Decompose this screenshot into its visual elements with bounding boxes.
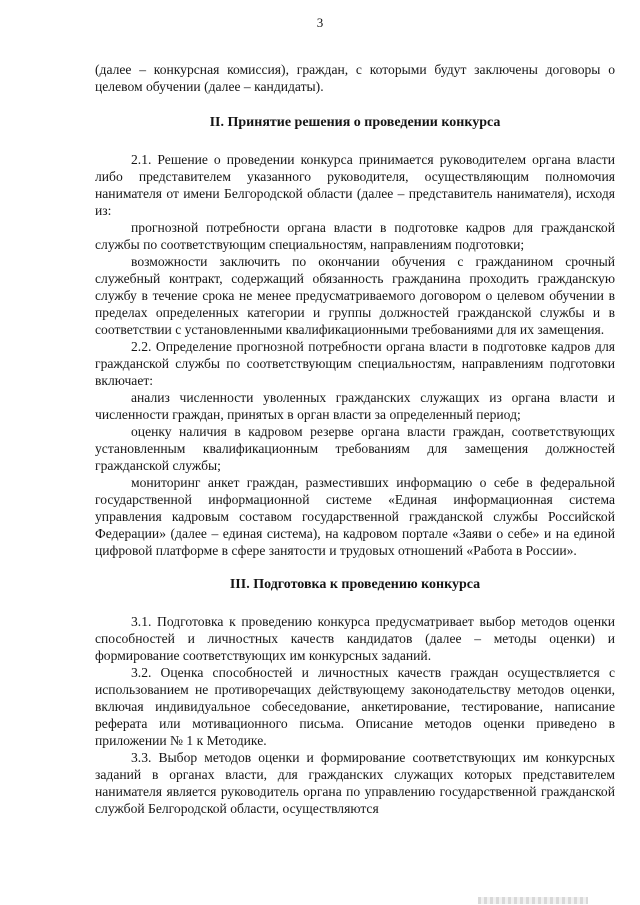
paragraph-2-2: 2.2. Определение прогнозной потребности органа власти в подготовке кадров для гражданской службы по соответствующим специальностям, направлениям подготовки включает: <box>95 339 615 388</box>
paragraph-3-3: 3.3. Выбор методов оценки и формирование соответствующих им конкурсных заданий в органах власти, для гражданских служащих которых представителем нанимателя является руководитель органа по управлению государственной гражданской службой Белгородской области, осуществляются <box>95 750 615 816</box>
document-body <box>95 61 615 817</box>
section-3-heading: III. Подготовка к проведению конкурса <box>229 577 481 592</box>
paragraph-2-2-item-1: анализ численности уволенных гражданских служащих из органа власти и численности граждан, принятых в орган власти за определенный период; <box>95 390 615 422</box>
scan-edge-mark <box>478 897 588 904</box>
intro-paragraph: (далее – конкурсная комиссия), граждан, с которыми будут заключены договоры о целевом обучении (далее – кандидаты). <box>95 62 615 94</box>
page-number: 3 <box>316 15 324 30</box>
paragraph-2-2-item-2: оценку наличия в кадровом резерве органа власти граждан, соответствующих установленным квалификационным требованиям для замещения должностей гражданской службы; <box>95 424 615 473</box>
paragraph-2-1-item-1: прогнозной потребности органа власти в подготовке кадров для гражданской службы по соответствующим специальностям, направлениям подготовки; <box>95 220 615 252</box>
paragraph-2-1-item-2: возможности заключить по окончании обучения с гражданином срочный служебный контракт, содержащий обязанность гражданина проходить гражданскую службу в течение срока не менее предусматриваемого договором о целевом обучении в пределах определенных категории и группы должностей гражданской службы и в соответствии с установленными квалификационными требованиями для их замещения. <box>95 254 615 337</box>
paragraph-2-2-item-3: мониторинг анкет граждан, разместивших информацию о себе в федеральной государственной информационной системе «Единая информационная система управления кадровым составом государственной гражданской службы Российской Федерации» (далее – единая система), на кадровом портале «Заяви о себе» и на единой цифровой платформе в сфере занятости и трудовых отношений «Работа в России». <box>95 475 615 558</box>
paragraph-2-1: 2.1. Решение о проведении конкурса принимается руководителем органа власти либо представителем указанного руководителя, осуществляющим полномочия нанимателя от имени Белгородской области (далее – представитель нанимателя), исходя из: <box>95 152 615 218</box>
paragraph-3-1: 3.1. Подготовка к проведению конкурса предусматривает выбор методов оценки способностей и личностных качеств кандидатов (далее – методы оценки) и формирование соответствующих им конкурсных заданий. <box>95 614 615 663</box>
paragraph-3-2: 3.2. Оценка способностей и личностных качеств граждан осуществляется с использованием не противоречащих действующему законодательству методов оценки, включая индивидуальное собеседование, анкетирование, тестирование, написание реферата или мотивационного письма. Описание методов оценки приведено в приложении № 1 к Методике. <box>95 665 615 748</box>
section-2-heading: II. Принятие решения о проведении конкурса <box>209 115 501 130</box>
